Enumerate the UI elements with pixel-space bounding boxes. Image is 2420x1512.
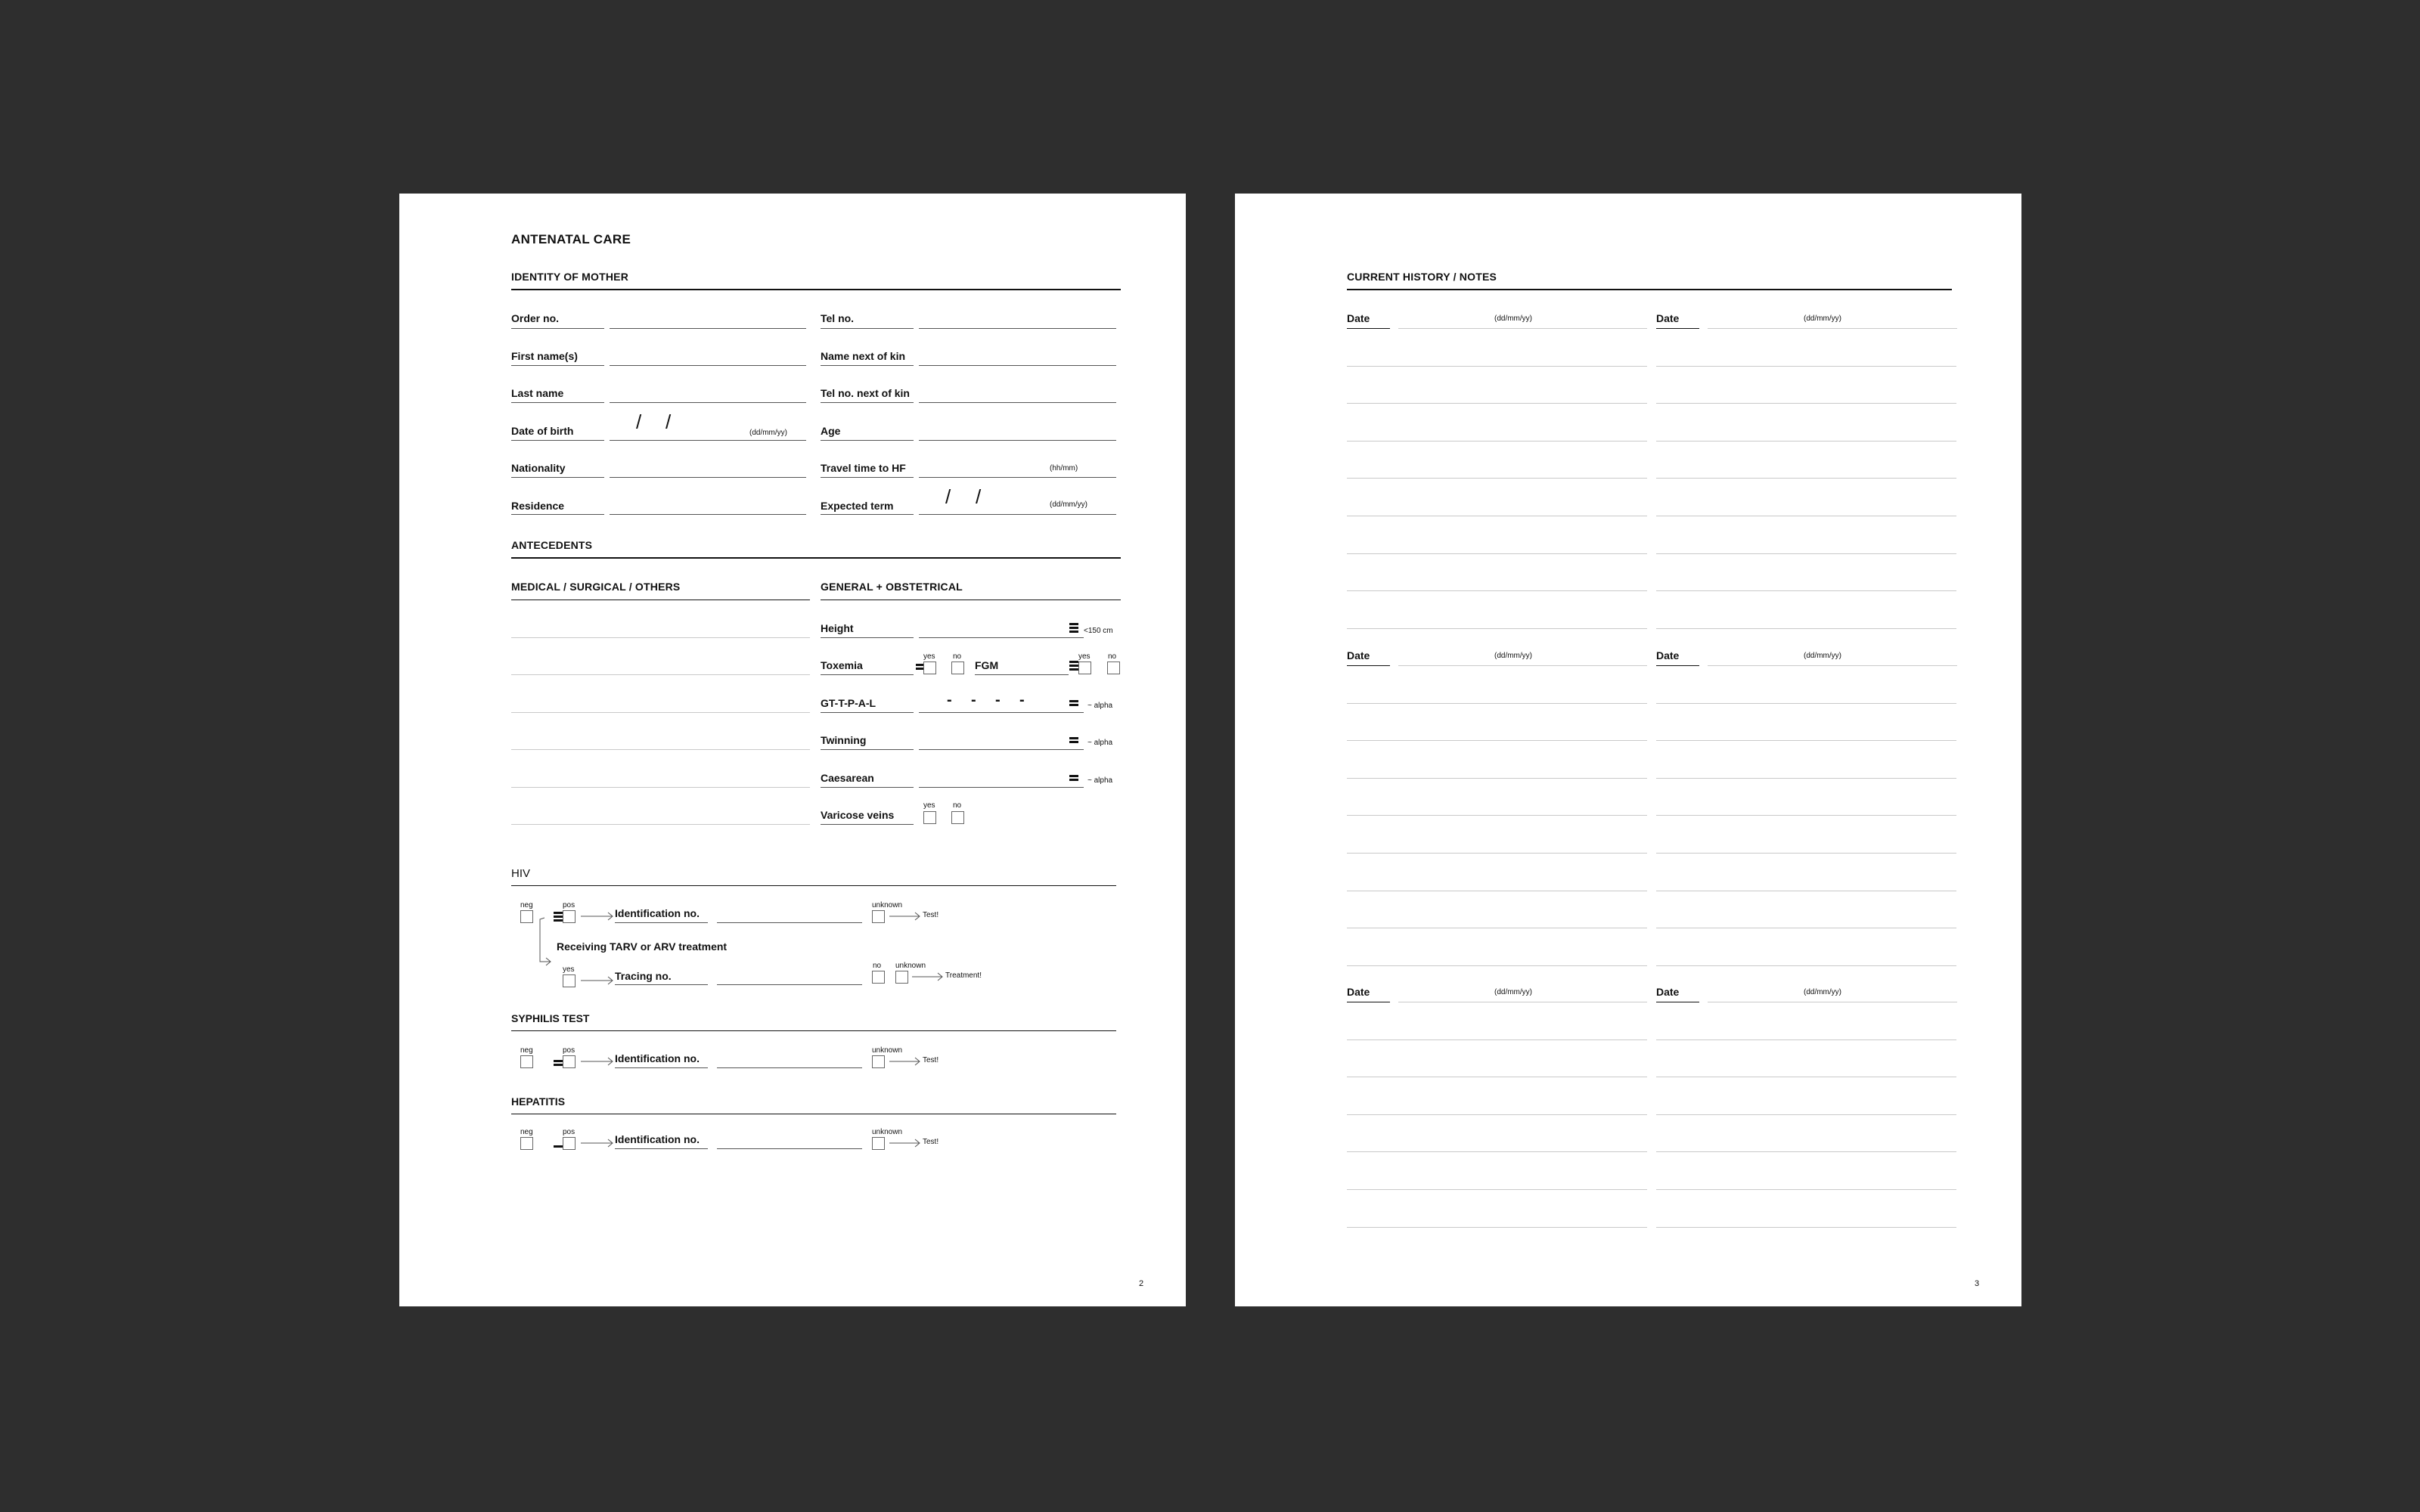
expected-term-field[interactable] xyxy=(919,514,1116,515)
varicose-no-label: no xyxy=(953,801,962,810)
date-field[interactable] xyxy=(1708,328,1957,329)
gtpal-sep: - xyxy=(1019,692,1025,708)
hepatitis-pos-checkbox[interactable] xyxy=(563,1137,576,1150)
date-format: (dd/mm/yy) xyxy=(1804,988,1841,996)
page-number: 2 xyxy=(1139,1279,1144,1288)
medical-heading: MEDICAL / SURGICAL / OTHERS xyxy=(511,581,681,593)
hepatitis-neg-label: neg xyxy=(520,1128,533,1136)
next-of-kin-field[interactable] xyxy=(919,365,1116,366)
note-line[interactable] xyxy=(1347,628,1647,629)
note-line[interactable] xyxy=(1347,590,1647,591)
note-line[interactable] xyxy=(1656,1114,1956,1115)
gtpal-sep: - xyxy=(971,692,976,708)
height-label: Height xyxy=(821,622,854,634)
tracing-field[interactable] xyxy=(717,984,862,985)
age-field[interactable] xyxy=(919,440,1116,441)
hepatitis-unknown-label: unknown xyxy=(872,1128,903,1136)
note-line[interactable] xyxy=(1347,1189,1647,1190)
hiv-pos-label: pos xyxy=(563,901,576,909)
syphilis-neg-label: neg xyxy=(520,1046,533,1055)
first-names-field[interactable] xyxy=(610,365,806,366)
note-line[interactable] xyxy=(1347,703,1647,704)
hiv-neg-checkbox[interactable] xyxy=(520,910,533,923)
antenatal-care-page xyxy=(399,194,1186,1306)
twinning-label: Twinning xyxy=(821,734,867,746)
note-line[interactable] xyxy=(1656,853,1956,854)
first-names-label: First name(s) xyxy=(511,350,578,362)
dob-format: (dd/mm/yy) xyxy=(749,429,787,437)
receiving-no-checkbox[interactable] xyxy=(872,971,885,984)
flag-marker xyxy=(1069,700,1078,708)
tel-no-label: Tel no. xyxy=(821,312,855,324)
syphilis-pos-label: pos xyxy=(563,1046,576,1055)
hiv-heading: HIV xyxy=(511,867,531,880)
note-line[interactable] xyxy=(1347,553,1647,554)
toxemia-label: Toxemia xyxy=(821,659,863,671)
note-line[interactable] xyxy=(1347,366,1647,367)
next-of-kin-label: Name next of kin xyxy=(821,350,906,362)
note-line[interactable] xyxy=(1656,965,1956,966)
flag-marker xyxy=(1069,661,1078,672)
fgm-no-checkbox[interactable] xyxy=(1107,662,1120,674)
page-number: 3 xyxy=(1975,1279,1980,1288)
hepatitis-identification-label: Identification no. xyxy=(615,1133,700,1145)
flag-marker xyxy=(1069,775,1078,782)
varicose-yes-checkbox[interactable] xyxy=(923,811,936,824)
hiv-identification-field[interactable] xyxy=(717,922,862,923)
gtpal-label: GT-T-P-A-L xyxy=(821,697,876,709)
gtpal-note: ~ alpha xyxy=(1087,702,1113,710)
residence-label: Residence xyxy=(511,500,565,512)
hepatitis-heading: HEPATITIS xyxy=(511,1095,566,1108)
identity-heading: IDENTITY OF MOTHER xyxy=(511,271,629,283)
caesarean-field[interactable] xyxy=(919,787,1084,788)
date-format: (dd/mm/yy) xyxy=(1494,988,1532,996)
note-line[interactable] xyxy=(1347,1227,1647,1228)
gtpal-field[interactable] xyxy=(919,712,1084,713)
note-line[interactable] xyxy=(1656,778,1956,779)
toxemia-no-checkbox[interactable] xyxy=(951,662,964,674)
date-label: Date xyxy=(1656,649,1680,662)
date-format: (dd/mm/yy) xyxy=(1804,314,1841,323)
medical-line[interactable] xyxy=(511,787,810,788)
note-line[interactable] xyxy=(1656,478,1956,479)
varicose-label: Varicose veins xyxy=(821,809,895,821)
travel-format: (hh/mm) xyxy=(1050,464,1078,472)
receiving-no-label: no xyxy=(873,962,882,970)
last-name-label: Last name xyxy=(511,387,564,399)
syphilis-neg-checkbox[interactable] xyxy=(520,1055,533,1068)
note-line[interactable] xyxy=(1656,590,1956,591)
note-line[interactable] xyxy=(1656,815,1956,816)
syphilis-unknown-checkbox[interactable] xyxy=(872,1055,885,1068)
varicose-yes-label: yes xyxy=(923,801,935,810)
varicose-no-checkbox[interactable] xyxy=(951,811,964,824)
order-no-label: Order no. xyxy=(511,312,560,324)
note-line[interactable] xyxy=(1347,815,1647,816)
date-field[interactable] xyxy=(1398,665,1647,666)
hiv-unknown-checkbox[interactable] xyxy=(872,910,885,923)
note-line[interactable] xyxy=(1656,740,1956,741)
date-label: Date xyxy=(1347,649,1370,662)
medical-line[interactable] xyxy=(511,824,810,825)
syphilis-identification-label: Identification no. xyxy=(615,1052,700,1064)
syphilis-unknown-label: unknown xyxy=(872,1046,903,1055)
date-label: Date xyxy=(1656,312,1680,324)
note-line[interactable] xyxy=(1656,366,1956,367)
syphilis-identification-field[interactable] xyxy=(717,1067,862,1068)
expected-term-label: Expected term xyxy=(821,500,894,512)
date-label: Date xyxy=(1347,986,1370,998)
flag-marker xyxy=(554,1060,563,1067)
note-line[interactable] xyxy=(1656,553,1956,554)
dob-field[interactable] xyxy=(610,440,806,441)
note-line[interactable] xyxy=(1656,1189,1956,1190)
hepatitis-unknown-checkbox[interactable] xyxy=(872,1137,885,1150)
arrow-icon xyxy=(581,912,619,921)
date-label: Date xyxy=(1656,986,1680,998)
treatment-note: Treatment! xyxy=(945,971,982,980)
toxemia-yes-checkbox[interactable] xyxy=(923,662,936,674)
medical-line[interactable] xyxy=(511,749,810,750)
hiv-unknown-label: unknown xyxy=(872,901,903,909)
arrow-icon xyxy=(889,1139,923,1148)
note-line[interactable] xyxy=(1656,1151,1956,1152)
dob-slash-2: / xyxy=(666,411,672,433)
arrow-icon xyxy=(889,1057,923,1066)
flag-marker xyxy=(1069,623,1078,634)
height-note: <150 cm xyxy=(1084,627,1113,635)
tel-next-of-kin-label: Tel no. next of kin xyxy=(821,387,910,399)
note-line[interactable] xyxy=(1347,740,1647,741)
note-line[interactable] xyxy=(1347,965,1647,966)
term-format: (dd/mm/yy) xyxy=(1050,500,1087,509)
travel-time-label: Travel time to HF xyxy=(821,462,906,474)
medical-line[interactable] xyxy=(511,712,810,713)
note-line[interactable] xyxy=(1656,628,1956,629)
tel-no-field[interactable] xyxy=(919,328,1116,329)
date-format: (dd/mm/yy) xyxy=(1494,314,1532,323)
note-line[interactable] xyxy=(1347,853,1647,854)
term-slash-1: / xyxy=(945,485,951,508)
note-line[interactable] xyxy=(1656,703,1956,704)
date-format: (dd/mm/yy) xyxy=(1494,652,1532,660)
dob-slash-1: / xyxy=(636,411,642,433)
gtpal-sep: - xyxy=(947,692,952,708)
note-line[interactable] xyxy=(1347,1114,1647,1115)
arrow-icon xyxy=(581,1139,619,1148)
medical-line[interactable] xyxy=(511,637,810,638)
toxemia-yes-label: yes xyxy=(923,652,935,661)
fgm-no-label: no xyxy=(1108,652,1117,661)
date-field[interactable] xyxy=(1398,328,1647,329)
notes-heading: CURRENT HISTORY / NOTES xyxy=(1347,271,1497,283)
hepatitis-neg-checkbox[interactable] xyxy=(520,1137,533,1150)
order-no-field[interactable] xyxy=(610,328,806,329)
syphilis-heading: SYPHILIS TEST xyxy=(511,1012,590,1024)
note-line[interactable] xyxy=(1347,403,1647,404)
fgm-yes-label: yes xyxy=(1078,652,1091,661)
medical-line[interactable] xyxy=(511,674,810,675)
fgm-yes-checkbox[interactable] xyxy=(1078,662,1091,674)
antecedents-heading: ANTECEDENTS xyxy=(511,539,593,551)
term-slash-2: / xyxy=(976,485,982,508)
caesarean-label: Caesarean xyxy=(821,772,874,784)
twinning-field[interactable] xyxy=(919,749,1084,750)
hiv-neg-label: neg xyxy=(520,901,533,909)
note-line[interactable] xyxy=(1347,1151,1647,1152)
hiv-pos-checkbox[interactable] xyxy=(563,910,576,923)
tel-next-of-kin-field[interactable] xyxy=(919,402,1116,403)
nationality-label: Nationality xyxy=(511,462,566,474)
caesarean-note: ~ alpha xyxy=(1087,776,1113,785)
receiving-yes-checkbox[interactable] xyxy=(563,974,576,987)
hepatitis-identification-field[interactable] xyxy=(717,1148,862,1149)
arrow-icon xyxy=(889,912,923,921)
travel-time-field[interactable] xyxy=(919,477,1116,478)
hepatitis-pos-label: pos xyxy=(563,1128,576,1136)
receiving-label: Receiving TARV or ARV treatment xyxy=(557,940,728,953)
page-title: ANTENATAL CARE xyxy=(511,232,631,246)
note-line[interactable] xyxy=(1656,403,1956,404)
last-name-field[interactable] xyxy=(610,402,806,403)
note-line[interactable] xyxy=(1347,778,1647,779)
age-label: Age xyxy=(821,425,841,437)
note-line[interactable] xyxy=(1656,1227,1956,1228)
note-line[interactable] xyxy=(1656,441,1956,442)
toxemia-no-label: no xyxy=(953,652,962,661)
hiv-identification-label: Identification no. xyxy=(615,907,700,919)
gtpal-sep: - xyxy=(995,692,1001,708)
dob-label: Date of birth xyxy=(511,425,574,437)
tracing-label: Tracing no. xyxy=(615,970,672,982)
receiving-unknown-label: unknown xyxy=(895,962,926,970)
flag-marker xyxy=(554,1145,563,1149)
fgm-label: FGM xyxy=(975,659,999,671)
syphilis-test-note: Test! xyxy=(923,1056,939,1064)
date-field[interactable] xyxy=(1708,665,1957,666)
date-format: (dd/mm/yy) xyxy=(1804,652,1841,660)
receiving-yes-label: yes xyxy=(563,965,575,974)
hepatitis-test-note: Test! xyxy=(923,1138,939,1146)
arrow-icon xyxy=(912,972,946,981)
arrow-icon xyxy=(581,1057,619,1066)
nationality-field[interactable] xyxy=(610,477,806,478)
arrow-icon xyxy=(581,976,619,985)
general-heading: GENERAL + OBSTETRICAL xyxy=(821,581,963,593)
residence-field[interactable] xyxy=(610,514,806,515)
twinning-note: ~ alpha xyxy=(1087,739,1113,747)
note-line[interactable] xyxy=(1347,441,1647,442)
flag-marker xyxy=(1069,737,1078,745)
receiving-unknown-checkbox[interactable] xyxy=(895,971,908,984)
hiv-test-note: Test! xyxy=(923,911,939,919)
syphilis-pos-checkbox[interactable] xyxy=(563,1055,576,1068)
notes-page xyxy=(1235,194,2021,1306)
height-field[interactable] xyxy=(919,637,1084,638)
date-label: Date xyxy=(1347,312,1370,324)
note-line[interactable] xyxy=(1347,478,1647,479)
